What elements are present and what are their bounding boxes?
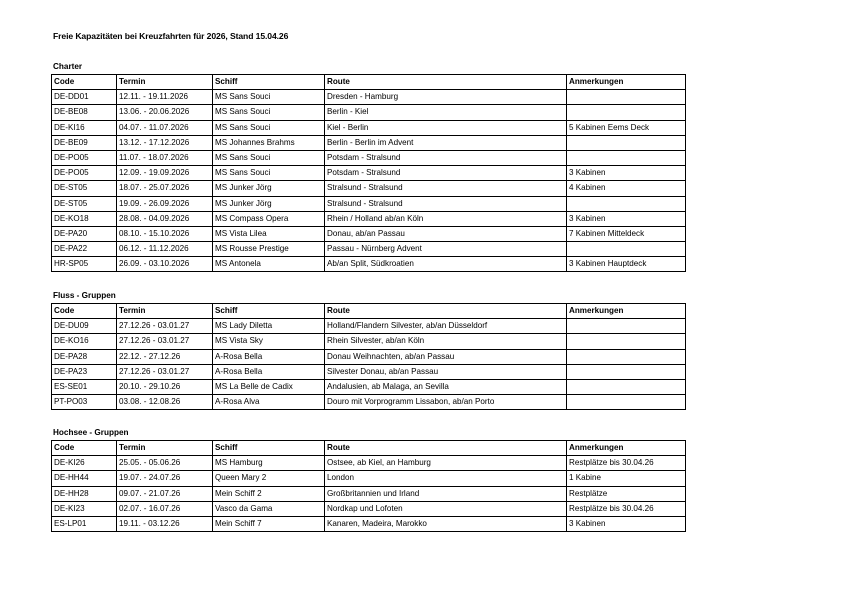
cell-schiff: A-Rosa Alva bbox=[213, 395, 325, 410]
table-row bbox=[52, 257, 686, 272]
cell-schiff: Mein Schiff 2 bbox=[213, 486, 325, 501]
cell-anmerkungen: Restplätze bis 30.04.26 bbox=[567, 456, 686, 471]
cell-termin: 22.12. - 27.12.26 bbox=[117, 349, 213, 364]
cell-code: DE-HH28 bbox=[52, 486, 117, 501]
fluss-gruppen-table bbox=[51, 303, 686, 410]
cell-code: DE-PO05 bbox=[52, 150, 117, 165]
cell-code: DE-HH44 bbox=[52, 471, 117, 486]
cell-route: Kanaren, Madeira, Marokko bbox=[325, 516, 567, 531]
cell-termin: 27.12.26 - 03.01.27 bbox=[117, 319, 213, 334]
cell-anmerkungen bbox=[567, 319, 686, 334]
cell-anmerkungen: Restplätze bbox=[567, 486, 686, 501]
table-row bbox=[52, 501, 686, 516]
cell-route: Holland/Flandern Silvester, ab/an Düsseldorf bbox=[325, 319, 567, 334]
table-row bbox=[52, 135, 686, 150]
cell-route: Potsdam - Stralsund bbox=[325, 166, 567, 181]
cell-termin: 06.12. - 11.12.2026 bbox=[117, 242, 213, 257]
table-row bbox=[52, 456, 686, 471]
cell-route: Rhein Silvester, ab/an Köln bbox=[325, 334, 567, 349]
cell-route: Kiel - Berlin bbox=[325, 120, 567, 135]
cell-termin: 19.09. - 26.09.2026 bbox=[117, 196, 213, 211]
cell-schiff: MS Lady Diletta bbox=[213, 319, 325, 334]
column-header-route: Route bbox=[325, 441, 567, 456]
cell-route: Ab/an Split, Südkroatien bbox=[325, 257, 567, 272]
cell-route: Andalusien, ab Malaga, an Sevilla bbox=[325, 379, 567, 394]
cell-schiff: MS Antonela bbox=[213, 257, 325, 272]
cell-termin: 12.11. - 19.11.2026 bbox=[117, 90, 213, 105]
cell-termin: 09.07. - 21.07.26 bbox=[117, 486, 213, 501]
cell-schiff: MS Junker Jörg bbox=[213, 196, 325, 211]
cell-code: DE-DD01 bbox=[52, 90, 117, 105]
header-row bbox=[52, 304, 686, 319]
cell-schiff: Queen Mary 2 bbox=[213, 471, 325, 486]
cell-code: DE-PA20 bbox=[52, 226, 117, 241]
cell-code: DE-KI23 bbox=[52, 501, 117, 516]
cell-termin: 18.07. - 25.07.2026 bbox=[117, 181, 213, 196]
table-row bbox=[52, 349, 686, 364]
cell-schiff: MS Rousse Prestige bbox=[213, 242, 325, 257]
cell-anmerkungen bbox=[567, 395, 686, 410]
column-header-schiff: Schiff bbox=[213, 441, 325, 456]
cell-anmerkungen: Restplätze bis 30.04.26 bbox=[567, 501, 686, 516]
cell-code: ES-SE01 bbox=[52, 379, 117, 394]
cell-anmerkungen bbox=[567, 334, 686, 349]
cell-schiff: Vasco da Gama bbox=[213, 501, 325, 516]
column-header-schiff: Schiff bbox=[213, 75, 325, 90]
table-row bbox=[52, 471, 686, 486]
cell-schiff: MS Vista Lilea bbox=[213, 226, 325, 241]
cell-schiff: MS Sans Souci bbox=[213, 105, 325, 120]
column-header-code: Code bbox=[52, 75, 117, 90]
cell-anmerkungen: 4 Kabinen bbox=[567, 181, 686, 196]
cell-termin: 03.08. - 12.08.26 bbox=[117, 395, 213, 410]
column-header-termin: Termin bbox=[117, 304, 213, 319]
section-title-charter: Charter bbox=[53, 62, 83, 71]
cell-route: Dresden - Hamburg bbox=[325, 90, 567, 105]
cell-code: DE-ST05 bbox=[52, 181, 117, 196]
cell-route: Donau, ab/an Passau bbox=[325, 226, 567, 241]
cell-schiff: MS Compass Opera bbox=[213, 211, 325, 226]
column-header-anmerkungen: Anmerkungen bbox=[567, 441, 686, 456]
cell-schiff: MS Johannes Brahms bbox=[213, 135, 325, 150]
table-row bbox=[52, 379, 686, 394]
cell-schiff: MS Sans Souci bbox=[213, 150, 325, 165]
cell-code: DE-KI26 bbox=[52, 456, 117, 471]
column-header-anmerkungen: Anmerkungen bbox=[567, 75, 686, 90]
cell-anmerkungen bbox=[567, 242, 686, 257]
cell-termin: 25.05. - 05.06.26 bbox=[117, 456, 213, 471]
cell-anmerkungen bbox=[567, 349, 686, 364]
cell-code: DE-KO18 bbox=[52, 211, 117, 226]
cell-anmerkungen: 1 Kabine bbox=[567, 471, 686, 486]
cell-anmerkungen bbox=[567, 196, 686, 211]
cell-code: HR-SP05 bbox=[52, 257, 117, 272]
charter-table bbox=[51, 74, 686, 272]
table-row bbox=[52, 486, 686, 501]
cell-code: DE-PO05 bbox=[52, 166, 117, 181]
cell-route: Passau - Nürnberg Advent bbox=[325, 242, 567, 257]
table-row bbox=[52, 150, 686, 165]
column-header-code: Code bbox=[52, 441, 117, 456]
table-row bbox=[52, 90, 686, 105]
cell-anmerkungen: 3 Kabinen Hauptdeck bbox=[567, 257, 686, 272]
section-title-fluss-gruppen: Fluss - Gruppen bbox=[53, 291, 116, 300]
column-header-termin: Termin bbox=[117, 75, 213, 90]
cell-termin: 27.12.26 - 03.01.27 bbox=[117, 364, 213, 379]
header-row bbox=[52, 441, 686, 456]
column-header-schiff: Schiff bbox=[213, 304, 325, 319]
cell-anmerkungen bbox=[567, 364, 686, 379]
table-row bbox=[52, 226, 686, 241]
cell-anmerkungen bbox=[567, 150, 686, 165]
cell-code: ES-LP01 bbox=[52, 516, 117, 531]
cell-schiff: MS Sans Souci bbox=[213, 120, 325, 135]
cell-route: Nordkap und Lofoten bbox=[325, 501, 567, 516]
table-row bbox=[52, 211, 686, 226]
cell-route: London bbox=[325, 471, 567, 486]
table-row bbox=[52, 166, 686, 181]
cell-code: DE-ST05 bbox=[52, 196, 117, 211]
cell-anmerkungen: 3 Kabinen bbox=[567, 211, 686, 226]
column-header-termin: Termin bbox=[117, 441, 213, 456]
cell-termin: 28.08. - 04.09.2026 bbox=[117, 211, 213, 226]
table-row bbox=[52, 196, 686, 211]
header-row bbox=[52, 75, 686, 90]
cell-schiff: MS La Belle de Cadix bbox=[213, 379, 325, 394]
cell-anmerkungen: 3 Kabinen bbox=[567, 516, 686, 531]
table-row bbox=[52, 105, 686, 120]
cell-termin: 02.07. - 16.07.26 bbox=[117, 501, 213, 516]
column-header-code: Code bbox=[52, 304, 117, 319]
cell-schiff: MS Junker Jörg bbox=[213, 181, 325, 196]
document-title: Freie Kapazitäten bei Kreuzfahrten für 2026, Stand 15.04.26 bbox=[53, 31, 289, 41]
cell-anmerkungen bbox=[567, 379, 686, 394]
cell-route: Großbritannien und Irland bbox=[325, 486, 567, 501]
cell-route: Stralsund - Stralsund bbox=[325, 181, 567, 196]
cell-route: Berlin - Berlin im Advent bbox=[325, 135, 567, 150]
cell-anmerkungen: 3 Kabinen bbox=[567, 166, 686, 181]
cell-termin: 13.12. - 17.12.2026 bbox=[117, 135, 213, 150]
cell-schiff: MS Sans Souci bbox=[213, 166, 325, 181]
table-row bbox=[52, 395, 686, 410]
cell-schiff: MS Vista Sky bbox=[213, 334, 325, 349]
cell-code: DE-PA22 bbox=[52, 242, 117, 257]
cell-termin: 19.07. - 24.07.26 bbox=[117, 471, 213, 486]
cell-code: DE-BE08 bbox=[52, 105, 117, 120]
table-row bbox=[52, 516, 686, 531]
section-title-hochsee-gruppen: Hochsee - Gruppen bbox=[53, 428, 129, 437]
cell-code: DE-PA28 bbox=[52, 349, 117, 364]
cell-schiff: Mein Schiff 7 bbox=[213, 516, 325, 531]
cell-schiff: MS Hamburg bbox=[213, 456, 325, 471]
cell-schiff: A-Rosa Bella bbox=[213, 349, 325, 364]
cell-termin: 19.11. - 03.12.26 bbox=[117, 516, 213, 531]
cell-code: DE-KO16 bbox=[52, 334, 117, 349]
table-row bbox=[52, 319, 686, 334]
cell-termin: 26.09. - 03.10.2026 bbox=[117, 257, 213, 272]
hochsee-gruppen-table bbox=[51, 440, 686, 532]
table-row bbox=[52, 334, 686, 349]
cell-route: Ostsee, ab Kiel, an Hamburg bbox=[325, 456, 567, 471]
cell-code: DE-KI16 bbox=[52, 120, 117, 135]
cell-code: DE-PA23 bbox=[52, 364, 117, 379]
table-row bbox=[52, 364, 686, 379]
cell-schiff: MS Sans Souci bbox=[213, 90, 325, 105]
cell-code: DE-BE09 bbox=[52, 135, 117, 150]
cell-route: Potsdam - Stralsund bbox=[325, 150, 567, 165]
cell-termin: 13.06. - 20.06.2026 bbox=[117, 105, 213, 120]
cell-termin: 04.07. - 11.07.2026 bbox=[117, 120, 213, 135]
cell-anmerkungen: 5 Kabinen Eems Deck bbox=[567, 120, 686, 135]
cell-route: Donau Weihnachten, ab/an Passau bbox=[325, 349, 567, 364]
cell-anmerkungen: 7 Kabinen Mitteldeck bbox=[567, 226, 686, 241]
cell-termin: 11.07. - 18.07.2026 bbox=[117, 150, 213, 165]
column-header-anmerkungen: Anmerkungen bbox=[567, 304, 686, 319]
table-row bbox=[52, 181, 686, 196]
table-row bbox=[52, 120, 686, 135]
cell-route: Silvester Donau, ab/an Passau bbox=[325, 364, 567, 379]
cell-schiff: A-Rosa Bella bbox=[213, 364, 325, 379]
cell-anmerkungen bbox=[567, 90, 686, 105]
cell-termin: 08.10. - 15.10.2026 bbox=[117, 226, 213, 241]
cell-route: Stralsund - Stralsund bbox=[325, 196, 567, 211]
cell-termin: 27.12.26 - 03.01.27 bbox=[117, 334, 213, 349]
cell-code: DE-DU09 bbox=[52, 319, 117, 334]
cell-code: PT-PO03 bbox=[52, 395, 117, 410]
table-row bbox=[52, 242, 686, 257]
column-header-route: Route bbox=[325, 75, 567, 90]
cell-route: Berlin - Kiel bbox=[325, 105, 567, 120]
cell-route: Rhein / Holland ab/an Köln bbox=[325, 211, 567, 226]
cell-termin: 12.09. - 19.09.2026 bbox=[117, 166, 213, 181]
cell-anmerkungen bbox=[567, 105, 686, 120]
column-header-route: Route bbox=[325, 304, 567, 319]
cell-route: Douro mit Vorprogramm Lissabon, ab/an Porto bbox=[325, 395, 567, 410]
cell-termin: 20.10. - 29.10.26 bbox=[117, 379, 213, 394]
cell-anmerkungen bbox=[567, 135, 686, 150]
